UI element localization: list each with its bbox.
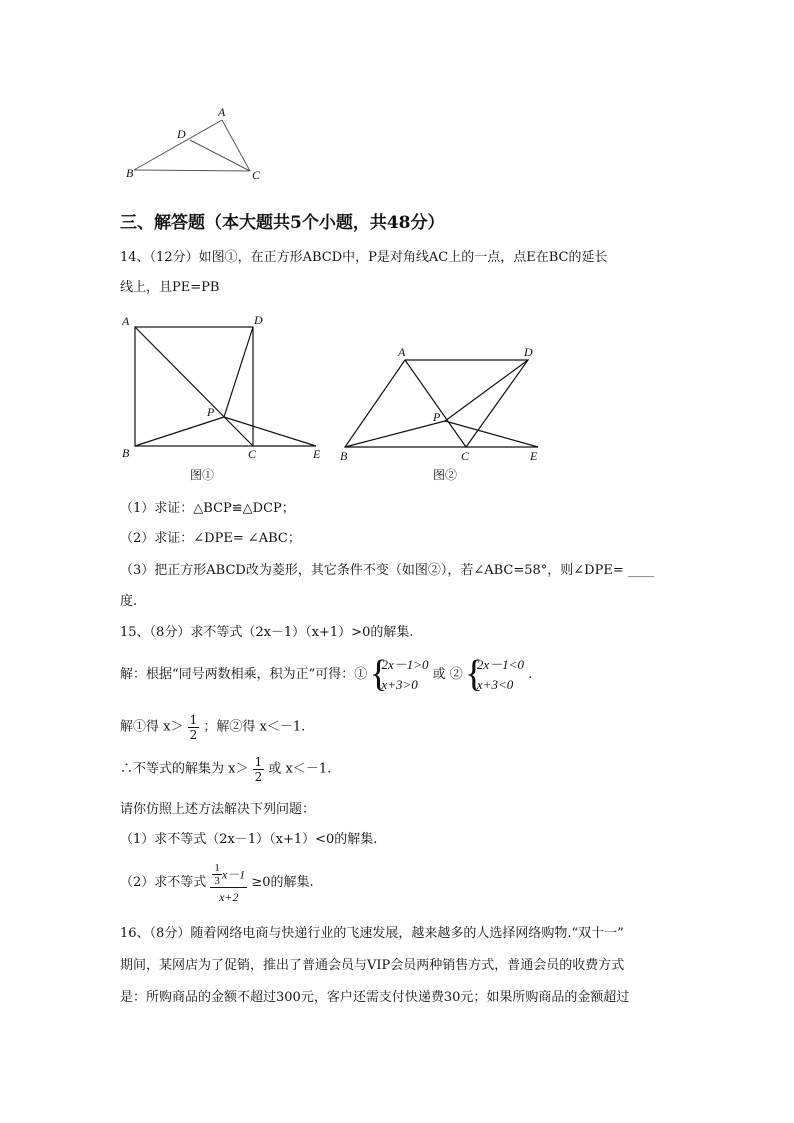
section-title: 三、解答题（本大题共5个小题，共48分） (120, 213, 445, 233)
fig1-label-d: D (254, 313, 263, 327)
third-num: 1 (214, 862, 220, 874)
q15-line3 (120, 713, 305, 742)
q14-part2: （2）求证：∠DPE= ∠ABC； (120, 531, 301, 546)
brace-2: { (464, 653, 484, 695)
numerator-expr: x－1 (221, 867, 246, 882)
diag2-ac (405, 360, 466, 447)
q15-line4-b: 或 x＜－1. (268, 761, 332, 777)
label-b: B (126, 166, 134, 180)
frac2-num: 1 (254, 755, 263, 769)
fig2-label-p: P (433, 410, 441, 424)
q15-sol-prefix: 解：根据“同号两数相乘，积为正”可得：① (120, 667, 368, 682)
fig2-label-e: E (530, 449, 538, 463)
q15-line4 (120, 755, 331, 784)
q14-part3-cont: 度. (120, 594, 138, 609)
fig2-label-b: B (340, 449, 348, 463)
brace-1: { (369, 653, 388, 695)
q15-line5: 请你仿照上述方法解决下列问题： (120, 802, 316, 817)
fig1-label-p: P (207, 405, 215, 419)
q15-line3-b: ；解②得 x＜－1. (203, 719, 306, 735)
q15-system-1 (371, 655, 428, 695)
fraction-half-2 (253, 755, 265, 784)
q15-part1: （1）求不等式（2x－1）（x+1）<0的解集. (120, 832, 378, 847)
figure-2-rhombus (0, 0, 794, 500)
q15-system-2 (464, 653, 524, 695)
q15-part2-prefix: （2）求不等式 (120, 875, 207, 890)
fig1-label-c: C (248, 447, 257, 461)
q15-line3-a: 解①得 x＞ (120, 719, 184, 735)
q14-part1: （1）求证：△BCP≌△DCP； (120, 501, 295, 516)
q15-sol-end: . (528, 667, 533, 682)
q16-line3: 是：所购商品的金额不超过300元，客户还需支付快递费30元；如果所购商品的金额超过 (120, 990, 630, 1005)
fig1-label-e: E (313, 447, 321, 461)
sys2-row1: 2x－1<0 (476, 657, 524, 672)
seg2-pd (445, 360, 528, 421)
label-a: A (218, 105, 226, 119)
third-den: 3 (214, 875, 220, 887)
fig2-caption: 图② (433, 468, 458, 482)
third-fraction (212, 862, 222, 887)
frac1-den: 2 (189, 728, 198, 742)
q16-line1: 16、（8分）随着网络电商与快递行业的飞速发展，越来越多的人选择网络购物.“双十一” (120, 926, 624, 941)
q15-or: 或 ② (432, 667, 463, 682)
q16-line2: 期间，某网店为了促销，推出了普通会员与VIP会员两种销售方式，普通会员的收费方式 (120, 958, 625, 973)
fig1-caption: 图① (190, 468, 215, 482)
fig2-label-a: A (398, 345, 406, 359)
compound-numerator (210, 862, 247, 887)
q15-line1: 15、（8分）求不等式（2x－1）（x+1）>0的解集. (120, 625, 414, 640)
rhombus-abcd (345, 360, 528, 447)
seg2-pe (445, 421, 538, 447)
q14-line1: 14、（12分）如图①，在正方形ABCD中，P是对角线AC上的一点，点E在BC的延长 (120, 250, 608, 265)
q15-part2-suffix: ≥0的解集. (251, 875, 314, 890)
frac1-num: 1 (189, 713, 198, 727)
fig1-label-b: B (122, 446, 130, 460)
q14-part3: （3）把正方形ABCD改为菱形，其它条件不变（如图②），若∠ABC=58°，则∠DPE= ____ (120, 563, 654, 578)
label-c: C (252, 168, 261, 182)
fig1-label-a: A (122, 314, 130, 328)
q14-line2: 线上，且PE=PB (120, 280, 220, 295)
frac2-den: 2 (254, 770, 263, 784)
compound-fraction (210, 862, 247, 904)
sys1-row1: 2x－1>0 (381, 657, 429, 672)
sys2-row2: x+3<0 (476, 677, 514, 692)
q15-part2 (120, 862, 314, 904)
sys1-row2: x+3>0 (381, 677, 418, 692)
compound-denominator: x+2 (210, 887, 247, 904)
fig2-label-c: C (461, 449, 470, 463)
fig2-label-d: D (524, 345, 533, 359)
q15-line4-a: ∴不等式的解集为 x＞ (120, 761, 249, 777)
label-d: D (177, 127, 186, 141)
q15-solution-line (120, 655, 532, 695)
fraction-half-1 (188, 713, 200, 742)
